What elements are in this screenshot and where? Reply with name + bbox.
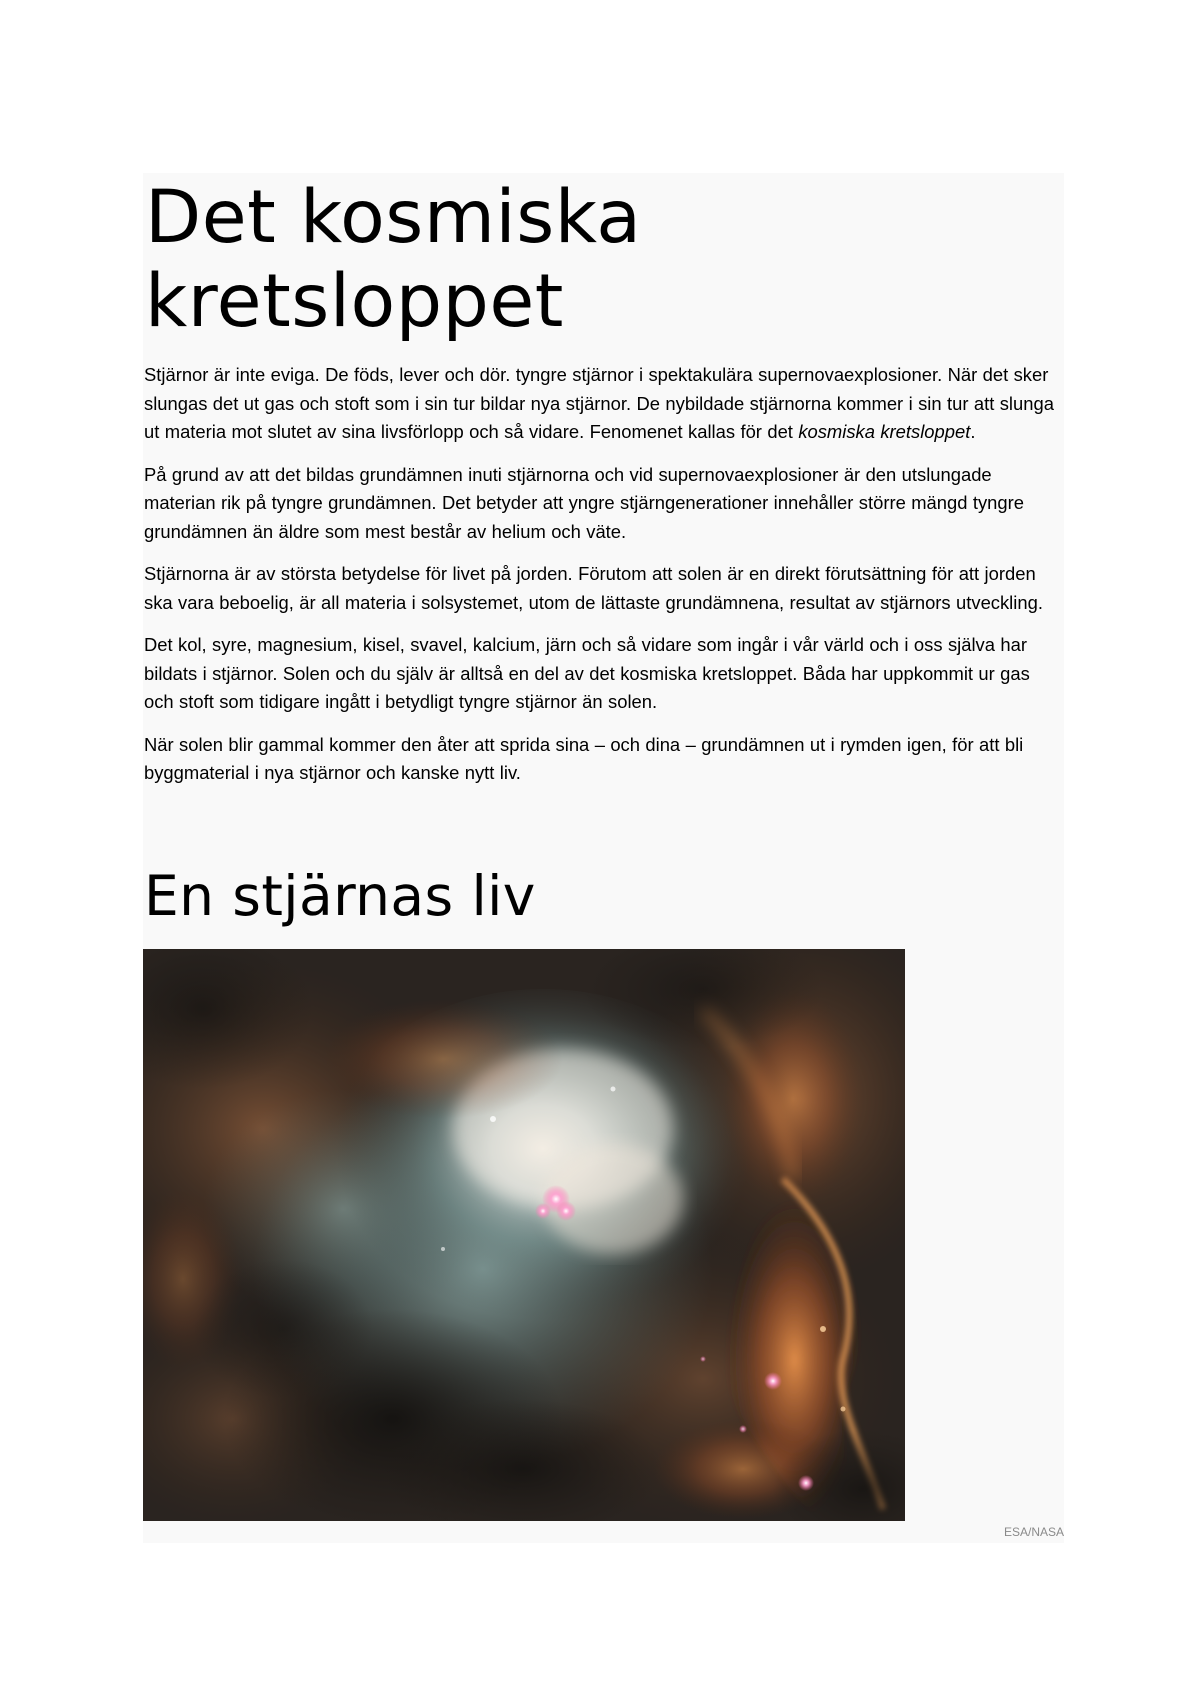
nebula-image xyxy=(143,949,905,1521)
section-title: En stjärnas liv xyxy=(144,864,536,928)
body-text xyxy=(144,361,1064,802)
paragraph-intro xyxy=(144,361,1064,447)
document-content-area xyxy=(143,173,1064,1543)
paragraph-intro-end: . xyxy=(970,421,976,442)
paragraph-material: Det kol, syre, magnesium, kisel, svavel, kalcium, järn och så vidare som ingår i vår värld och i oss själva har bildats i stjärnor. Solen och du själv är alltså en del av det kosmiska kretsloppet. Båda har uppkommit ur gas och stoft som tidigare ingått i betydligt tyngre stjärnor än solen. xyxy=(144,634,1030,712)
paragraph-intro-emphasis: kosmiska kretsloppet xyxy=(798,421,971,442)
page-title-line-2: kretsloppet xyxy=(145,259,564,344)
page-title-line-1: Det kosmiska xyxy=(145,175,642,260)
paragraph-grundamnen: På grund av att det bildas grundämnen inuti stjärnorna och vid supernovaexplosioner är den utslungade materian rik på tyngre grundämnen. Det betyder att yngre stjärngenerationer innehåller större mängd tyngre grundämnen än äldre som mest består av helium och väte. xyxy=(144,463,1024,542)
paragraph-betydelse: Stjärnorna är av största betydelse för livet på jorden. Förutom att solen är en direkt förutsättning för att jorden ska vara beboelig, är all materia i solsystemet, utom de lättaste grundämnena, resultat av stjärnors utveckling. xyxy=(144,563,1043,613)
paragraph-intro-text: Stjärnor är inte eviga. De föds, lever och dör. tyngre stjärnor i spektakulära supernovaexplosioner. När det sker slungas det ut gas och stoft som i sin tur bildar nya stjärnor. De nybildade stjärnorna kommer i sin tur att slunga ut materia mot slutet av sina livsförlopp och så vidare. Fenomenet kallas för det xyxy=(144,364,1054,442)
paragraph-framtid: När solen blir gammal kommer den åter att sprida sina – och dina – grundämnen ut i rymden igen, för att bli byggmaterial i nya stjärnor och kanske nytt liv. xyxy=(144,733,1024,783)
image-credit: ESA/NASA xyxy=(1003,1525,1064,1539)
page-title xyxy=(145,176,1045,344)
